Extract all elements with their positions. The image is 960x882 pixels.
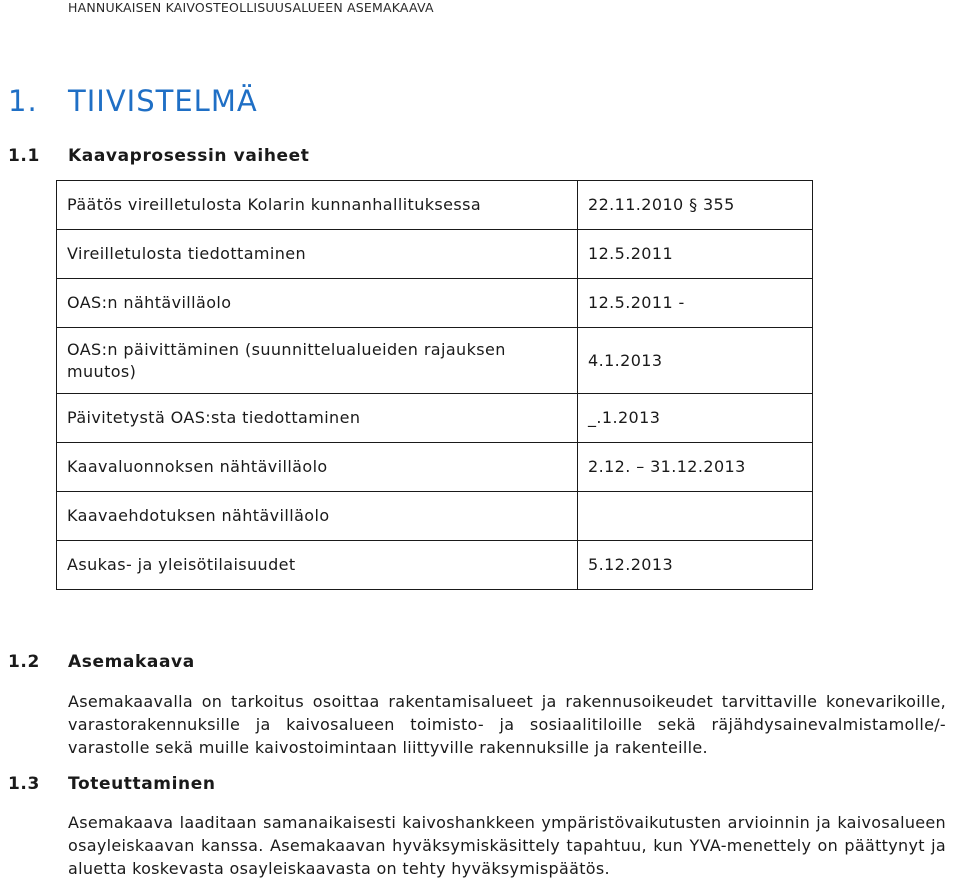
section-title: Toteuttaminen <box>68 774 216 794</box>
table-row <box>57 492 813 541</box>
date-cell: 12.5.2011 - <box>578 279 813 328</box>
section-1-3-heading <box>8 774 216 794</box>
phase-cell: Asukas- ja yleisötilaisuudet <box>57 541 578 590</box>
heading-number: 1. <box>8 84 38 118</box>
section-1-2-paragraph: Asemakaavalla on tarkoitus osoittaa rakentamisalueet ja rakennusoikeudet tarvittaville konevarikoille, varastorakennuksille ja kaivosalueen toimisto- ja sosiaalitiloille sekä räjähdysainevalmistamolle/-varastolle sekä muille kaivostoimintaan liittyville rakennuksille ja rakenteille. <box>68 692 946 757</box>
section-number: 1.3 <box>8 774 40 794</box>
date-cell <box>578 492 813 541</box>
table-row <box>57 394 813 443</box>
heading-title: TIIVISTELMÄ <box>68 84 258 118</box>
date-cell: 12.5.2011 <box>578 230 813 279</box>
heading-tiivistelma <box>8 84 258 118</box>
table-row <box>57 279 813 328</box>
phase-cell: Päivitetystä OAS:sta tiedottaminen <box>57 394 578 443</box>
section-1-3-paragraph: Asemakaava laaditaan samanaikaisesti kaivoshankkeen ympäristövaikutusten arvioinnin ja kaivosalueen osayleiskaavan kanssa. Asemakaavan hyväksymiskäsittely tapahtuu, kun YVA-menettely on päättynyt ja aluetta koskevasta osayleiskaavasta on tehty hyväksymispäätös. <box>68 813 946 878</box>
section-number: 1.2 <box>8 652 40 672</box>
phase-cell: OAS:n nähtävilläolo <box>57 279 578 328</box>
date-cell: 5.12.2013 <box>578 541 813 590</box>
date-cell: 4.1.2013 <box>578 328 813 394</box>
section-title: Asemakaava <box>68 652 195 672</box>
date-cell: 2.12. – 31.12.2013 <box>578 443 813 492</box>
phase-cell: Kaavaluonnoksen nähtävilläolo <box>57 443 578 492</box>
phase-cell: Vireilletulosta tiedottaminen <box>57 230 578 279</box>
table-row <box>57 230 813 279</box>
table-row <box>57 328 813 394</box>
section-number: 1.1 <box>8 146 40 166</box>
table-row <box>57 443 813 492</box>
section-title: Kaavaprosessin vaiheet <box>68 146 310 166</box>
phase-cell: Kaavaehdotuksen nähtävilläolo <box>57 492 578 541</box>
phase-cell: OAS:n päivittäminen (suunnittelualueiden rajauksen muutos) <box>57 328 578 394</box>
phase-cell: Päätös vireilletulosta Kolarin kunnanhallituksessa <box>57 181 578 230</box>
table-row <box>57 181 813 230</box>
table-row <box>57 541 813 590</box>
section-1-1-heading <box>8 146 310 166</box>
section-1-2-heading <box>8 652 195 672</box>
process-phases-table <box>56 180 813 590</box>
date-cell: _.1.2013 <box>578 394 813 443</box>
running-header: HANNUKAISEN KAIVOSTEOLLISUUSALUEEN ASEMAKAAVA <box>68 0 434 15</box>
date-cell: 22.11.2010 § 355 <box>578 181 813 230</box>
